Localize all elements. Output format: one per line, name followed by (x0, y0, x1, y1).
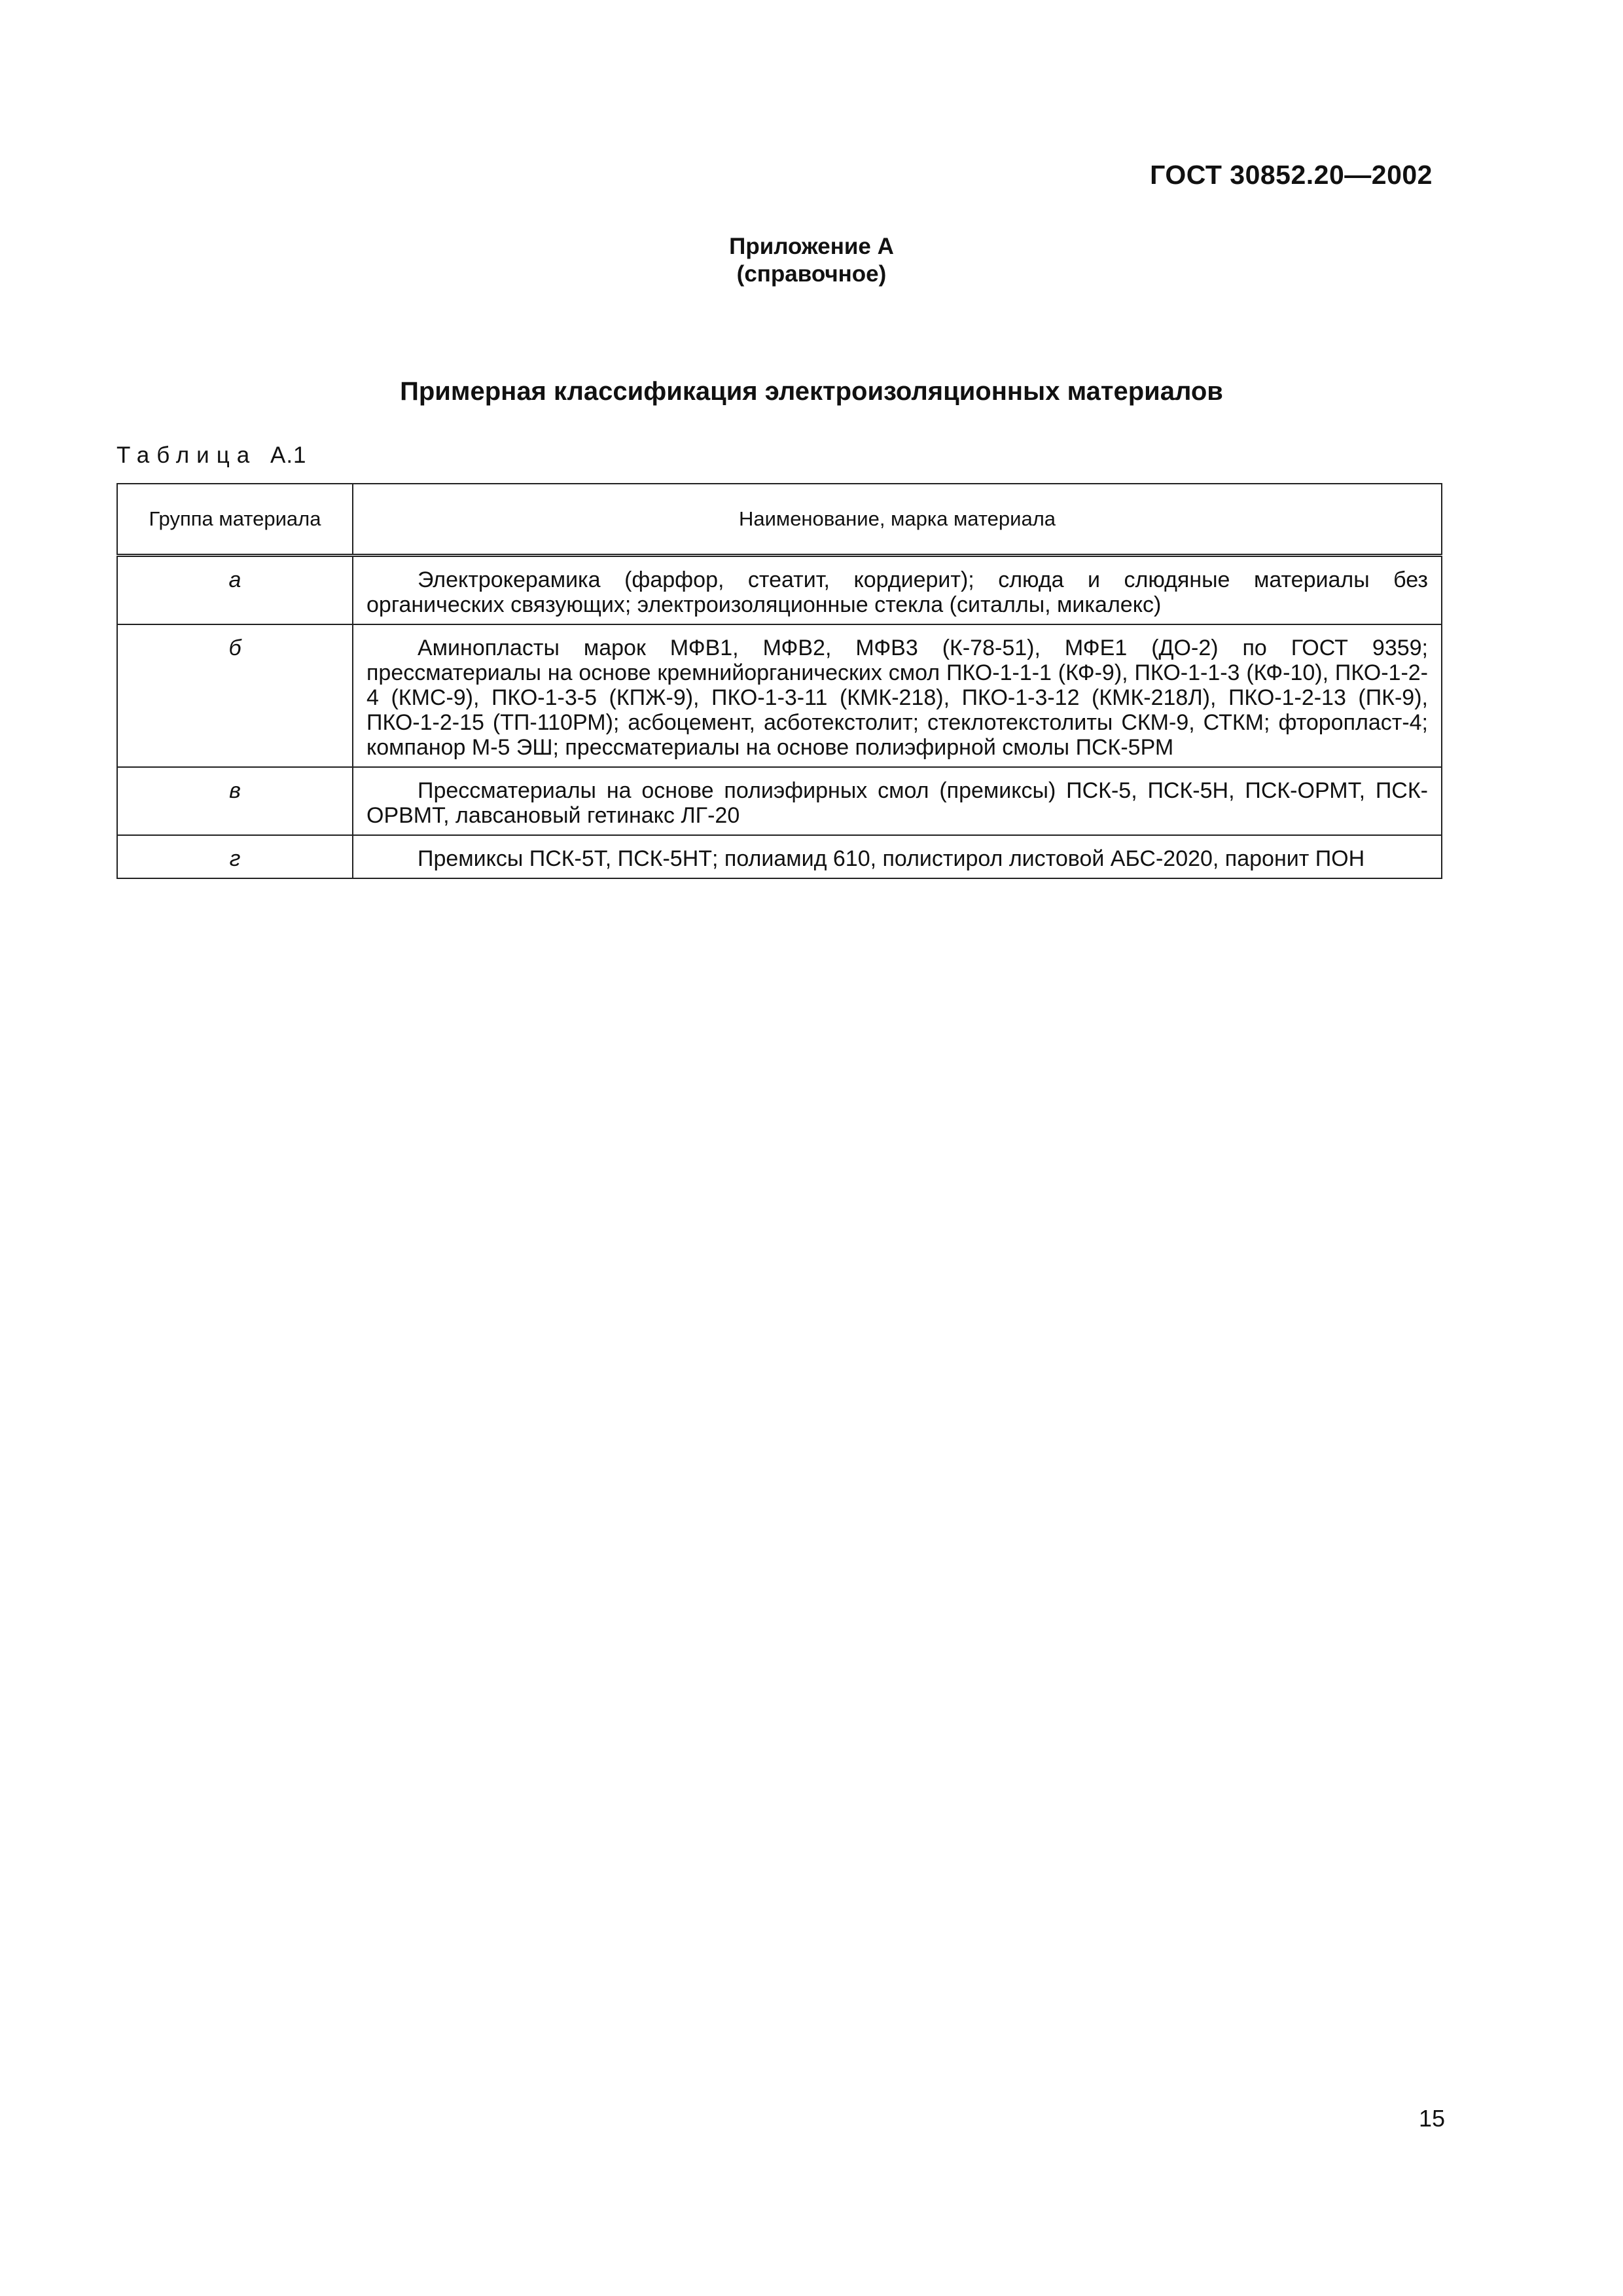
appendix-subtitle: (справочное) (736, 261, 887, 287)
appendix-title: Приложение А (729, 234, 894, 259)
table-row (117, 556, 1442, 625)
description-text: Прессматериалы на основе полиэфирных смол (премиксы) ПСК-5, ПСК-5Н, ПСК-ОРМТ, ПСК-ОРВМТ, лавсановый гетинакс ЛГ-20 (366, 778, 1428, 828)
column-header-name: Наименование, марка материала (353, 484, 1442, 556)
column-header-group: Группа материала (117, 484, 353, 556)
group-cell: г (117, 835, 353, 878)
group-cell: в (117, 767, 353, 835)
table-caption-number: А.1 (270, 442, 307, 468)
materials-table (116, 483, 1442, 879)
table-row (117, 835, 1442, 878)
description-text: Аминопласты марок МФВ1, МФВ2, МФВ3 (К-78-51), МФЕ1 (ДО-2) по ГОСТ 9359; прессматериалы на основе кремнийорганических смол ПКО-1-1-1 (КФ-9), ПКО-1-1-3 (КФ-10), ПКО-1-2-4 (КМС-9), ПКО-1-3-5 (КПЖ-9), ПКО-1-3-11 (КМК-218), ПКО-1-3-12 (КМК-218Л), ПКО-1-2-13 (ПК-9), ПКО-1-2-15 (ТП-110РМ); асбоцемент, асботекстолит; стеклотекстолиты СКМ-9, СТКМ; фторопласт-4; компанор М-5 ЭШ; прессматериалы на основе полиэфирной смолы ПСК-5РМ (366, 636, 1428, 760)
table-row (117, 624, 1442, 767)
description-cell (353, 624, 1442, 767)
group-cell: а (117, 556, 353, 625)
table-header-row (117, 484, 1442, 556)
group-cell: б (117, 624, 353, 767)
description-cell (353, 835, 1442, 878)
description-cell (353, 767, 1442, 835)
description-text: Премиксы ПСК-5Т, ПСК-5НТ; полиамид 610, полистирол листовой АБС-2020, паронит ПОН (418, 846, 1365, 871)
table-row (117, 767, 1442, 835)
page-number: 15 (1418, 2105, 1445, 2132)
appendix-heading (0, 233, 1623, 288)
section-title: Примерная классификация электроизоляционных материалов (400, 377, 1223, 406)
description-cell (353, 556, 1442, 625)
table-caption (116, 442, 307, 469)
document-code: ГОСТ 30852.20—2002 (1150, 160, 1433, 190)
table-caption-word: Таблица (116, 442, 257, 468)
description-text: Электрокерамика (фарфор, стеатит, кордиерит); слюда и слюдяные материалы без органических связующих; электроизоляционные стекла (ситаллы, микалекс) (366, 567, 1428, 617)
